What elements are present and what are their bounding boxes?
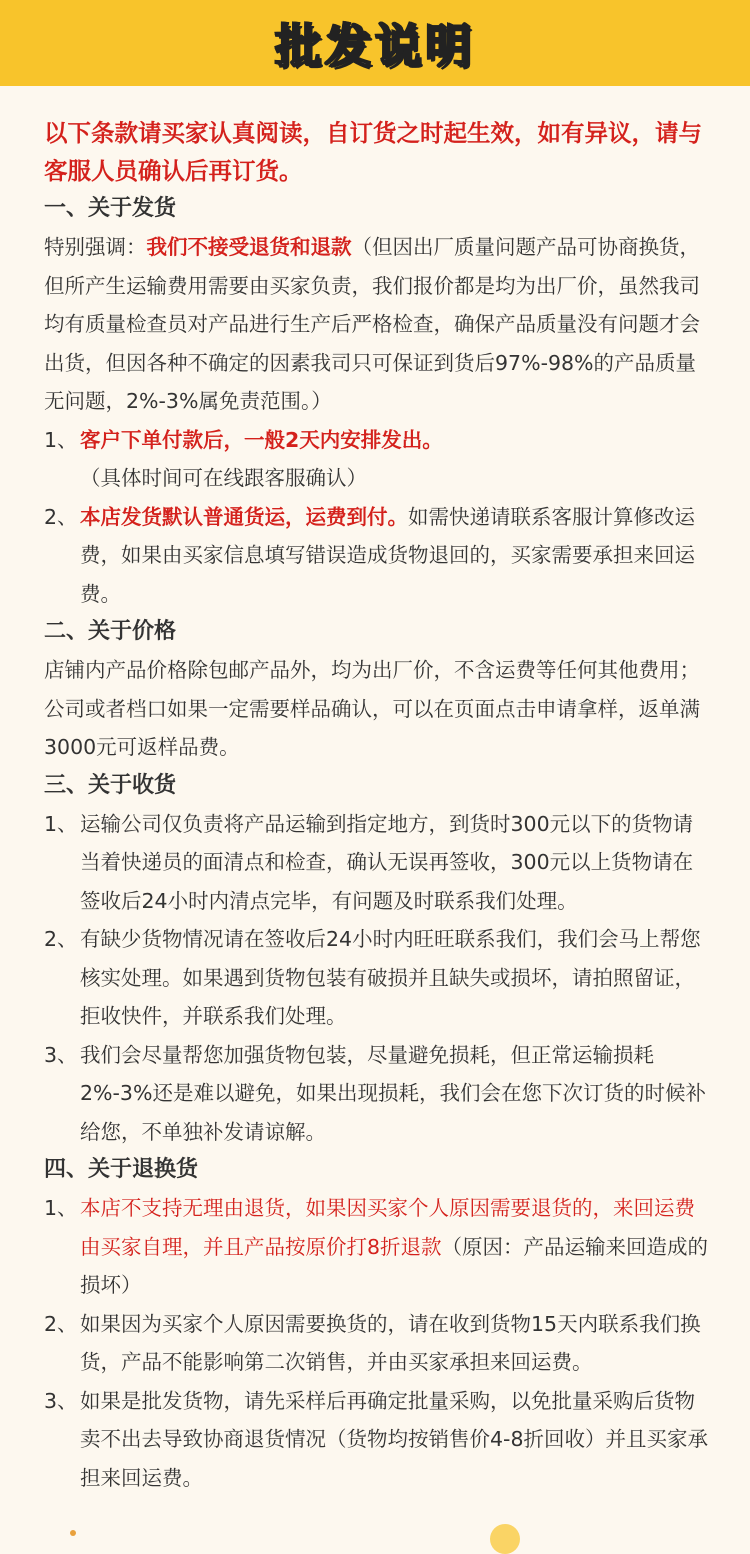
item-text — [80, 498, 710, 614]
item-number: 3、 — [44, 1388, 78, 1413]
intro-notice: 以下条款请买家认真阅读，自订货之时起生效，如有异议，请与客服人员确认后再订货。 — [44, 119, 702, 185]
price-text: 店铺内产品价格除包邮产品外，均为出厂价，不含运费等任何其他费用；公司或者档口如果一定需要样品确认，可以在页面点击申请拿样，返单满3000元可返样品费。 — [44, 658, 700, 759]
decorative-dot — [70, 1530, 76, 1536]
item-rest: 如需快递请联系客服计算修改运费，如果由买家信息填写错误造成货物退回的，买家需要承担来回运费。 — [80, 504, 695, 606]
item-number: 2、 — [44, 927, 78, 951]
section-heading-returns: 四、关于退换货 — [44, 1157, 199, 1182]
item-text: 如果因为买家个人原因需要换货的，请在收到货物15天内联系我们换货，产品不能影响第二次销售，并由买家承担来回运费。 — [80, 1311, 701, 1374]
item-highlight: 客户下单付款后，一般2天内安排发出。 — [80, 427, 443, 452]
list-item — [44, 1189, 710, 1305]
item-text: 我们会尽量帮您加强货物包装，尽量避免损耗，但正常运输损耗2%-3%还是难以避免，如果出现损耗，我们会在您下次订货的时候补给您，不单独补发请谅解。 — [80, 1042, 706, 1144]
shipping-note-prefix: 特别强调： — [44, 235, 147, 259]
page-title: 批发说明 — [275, 19, 475, 73]
terms-content — [0, 86, 750, 1497]
section-heading-price: 二、关于价格 — [44, 619, 177, 644]
item-highlight: 本店发货默认普通货运，运费到付。 — [80, 504, 408, 529]
list-item — [44, 805, 710, 921]
item-number: 1、 — [44, 427, 78, 452]
item-text: 有缺少货物情况请在签收后24小时内旺旺联系我们，我们会马上帮您核实处理。如果遇到货物包装有破损并且缺失或损坏，请拍照留证，拒收快件，并联系我们处理。 — [80, 927, 701, 1028]
item-number: 3、 — [44, 1042, 78, 1067]
section-heading-receiving: 三、关于收货 — [44, 772, 177, 798]
item-number: 2、 — [44, 504, 78, 529]
list-item — [44, 920, 710, 1036]
item-text: 运输公司仅负责将产品运输到指定地方，到货时300元以下的货物请当着快递员的面清点和检查，确认无误再签收，300元以上货物请在签收后24小时内清点完毕，有问题及时联系我们处理。 — [80, 811, 694, 913]
list-item — [44, 1305, 710, 1382]
section-heading-shipping: 一、关于发货 — [44, 196, 177, 221]
decorative-circle — [490, 1524, 520, 1554]
list-item — [44, 1382, 710, 1498]
item-number: 1、 — [44, 811, 78, 836]
item-text: 如果是批发货物，请先采样后再确定批量采购，以免批量采购后货物卖不出去导致协商退货情况（货物均按销售价4-8折回收）并且买家承担来回运费。 — [80, 1388, 708, 1490]
list-item — [44, 1036, 710, 1152]
item-number: 1、 — [44, 1196, 78, 1220]
item-rest: （具体时间可在线跟客服确认） — [80, 466, 367, 490]
item-number: 2、 — [44, 1311, 78, 1336]
item-rest: （原因：产品运输来回造成的损坏） — [80, 1234, 709, 1297]
shipping-note-text: （但因出厂质量问题产品可协商换货，但所产生运输费用需要由买家负责，我们报价都是均为出厂价，虽然我司均有质量检查员对产品进行生产后严格检查，确保产品质量没有问题才会出货，但因各种不确定的因素我司只可保证到货后97%-98%的产品质量无问题，2%-3%属免责范围。） — [44, 235, 700, 413]
list-item — [44, 498, 710, 614]
shipping-note — [44, 228, 710, 421]
item-text — [80, 421, 710, 498]
item-text — [80, 1189, 710, 1305]
item-highlight: 本店不支持无理由退货，如果因买家个人原因需要退货的，来回运费由买家自理，并且产品按原价打8折退款 — [80, 1196, 695, 1259]
shipping-note-highlight: 我们不接受退货和退款 — [146, 235, 352, 259]
list-item — [44, 421, 710, 498]
title-banner — [0, 0, 750, 86]
